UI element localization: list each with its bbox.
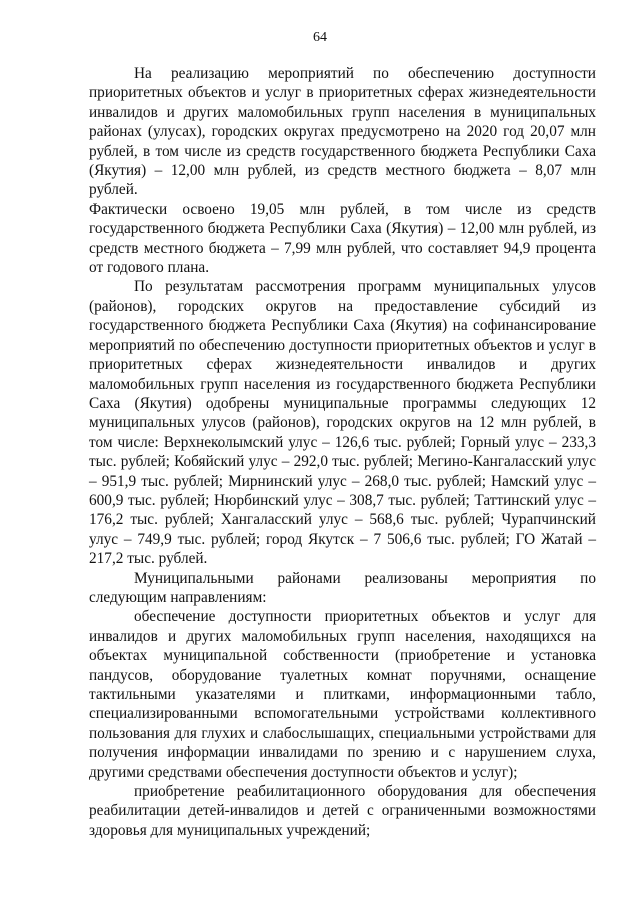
paragraph-funding-plan: На реализацию мероприятий по обеспечению доступности приоритетных объектов и услуг в приоритетных сферах жизнедеятельности инвалидов и других маломобильных групп населения в муниципальных районах (улусах), городских округах предусмотрено на 2020 год 20,07 млн рублей, в том числе из средств государственного бюджета Республики Саха (Якутия) – 12,00 млн рублей, из средств местного бюджета – 8,07 млн рублей. (89, 65, 596, 199)
paragraph-approved-programs: По результатам рассмотрения программ муниципальных улусов (районов), городских округов на предоставление субсидий из государственного бюджета Республики Саха (Якутия) на софинансирование мероприятий по обеспечению доступности приоритетных объектов и услуг в приоритетных сферах жизнедеятельности инвалидов и других маломобильных групп населения из государственного бюджета Республики Саха (Якутия) одобрены муниципальные программы следующих 12 муниципальных улусов (районов), городских округов на 12 млн рублей, в том числе: Верхнеколымский улус – 126,6 тыс. рублей; Горный улус – 233,3 тыс. рублей; Кобяйский улус – 292,0 тыс. рублей; Мегино-Кангаласский улус – 951,9 тыс. рублей; Мирнинский улус – 268,0 тыс. рублей; Намский улус – 600,9 тыс. рублей; Нюрбинский улус – 308,7 тыс. рублей; Таттинский улус – 176,2 тыс. рублей; Хангаласский улус – 568,6 тыс. рублей; Чурапчинский улус – 749,9 тыс. рублей; город Якутск – 7 506,6 тыс. рублей; ГО Жатай – 217,2 тыс. рублей. (89, 278, 596, 568)
document-body (89, 64, 596, 840)
page-number: 64 (313, 30, 327, 45)
paragraph-directions-intro: Муниципальными районами реализованы мероприятия по следующим направлениям: (89, 569, 596, 606)
paragraph-accessibility-measures: обеспечение доступности приоритетных объектов и услуг для инвалидов и других маломобильных групп населения, находящихся на объектах муниципальной собственности (приобретение и установка пандусов, оборудование туалетных комнат поручнями, оснащение тактильными указателями и плитками, информационными табло, специализированными вспомогательными устройствами коллективного пользования для глухих и слабослышащих, специальными устройствами для получения информации инвалидами по зрению и с нарушением слуха, другими средствами обеспечения доступности объектов и услуг); (89, 608, 596, 781)
paragraph-actual-spending: Фактически освоено 19,05 млн рублей, в том числе из средств государственного бюджета Республики Саха (Якутия) – 12,00 млн рублей, из средств местного бюджета – 7,99 млн рублей, что составляет 94,9 процента от годового плана. (89, 200, 596, 277)
paragraph-rehabilitation-equipment: приобретение реабилитационного оборудования для обеспечения реабилитации детей-инвалидов и детей с ограниченными возможностями здоровья для муниципальных учреждений; (89, 783, 596, 839)
